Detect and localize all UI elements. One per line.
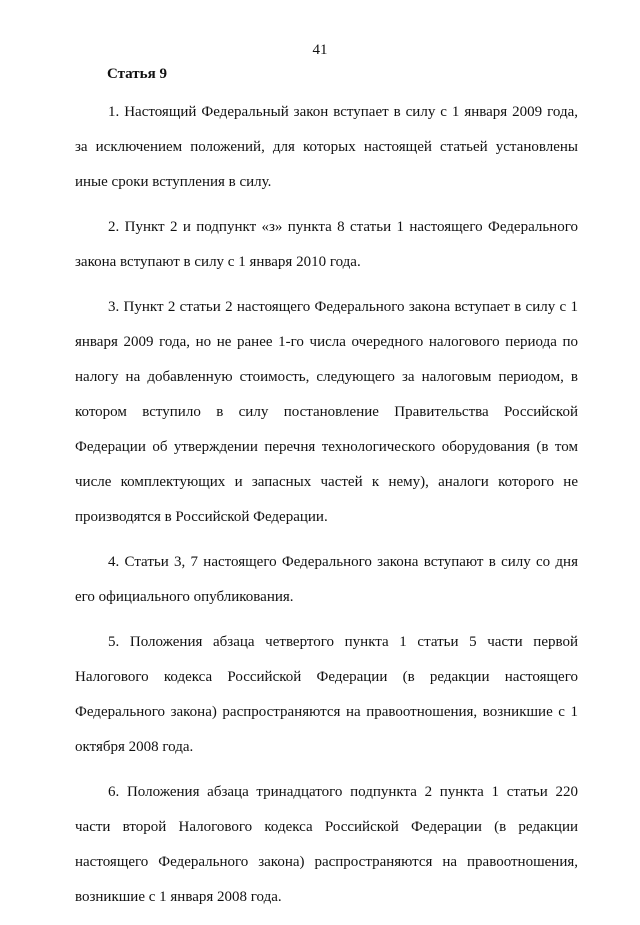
article-heading: Статья 9 xyxy=(107,66,167,82)
page-number: 41 xyxy=(312,42,328,58)
paragraph-6: 6. Положения абзаца тринадцатого подпункта 2 пункта 1 статьи 220 части второй Налогового кодекса Российской Федерации (в редакции настоящего Федерального закона) распространяются на правоотношения, возникшие с 1 января 2008 года. xyxy=(75,784,578,905)
article-body xyxy=(75,95,578,925)
paragraph-5: 5. Положения абзаца четвертого пункта 1 статьи 5 части первой Налогового кодекса Российской Федерации (в редакции настоящего Федерального закона) распространяются на правоотношения, возникшие с 1 октября 2008 года. xyxy=(75,634,578,755)
paragraph-3: 3. Пункт 2 статьи 2 настоящего Федерального закона вступает в силу с 1 января 2009 года, но не ранее 1-го числа очередного налогового периода по налогу на добавленную стоимость, следующего за налоговым периодом, в котором вступило в силу постановление Правительства Российской Федерации об утверждении перечня технологического оборудования (в том числе комплектующих и запасных частей к нему), аналоги которого не производятся в Российской Федерации. xyxy=(75,299,578,525)
paragraph-1: 1. Настоящий Федеральный закон вступает в силу с 1 января 2009 года, за исключением положений, для которых настоящей статьей установлены иные сроки вступления в силу. xyxy=(75,104,578,190)
paragraph-2: 2. Пункт 2 и подпункт «з» пункта 8 статьи 1 настоящего Федерального закона вступают в силу с 1 января 2010 года. xyxy=(75,219,578,270)
paragraph-4: 4. Статьи 3, 7 настоящего Федерального закона вступают в силу со дня его официального опубликования. xyxy=(75,554,578,605)
